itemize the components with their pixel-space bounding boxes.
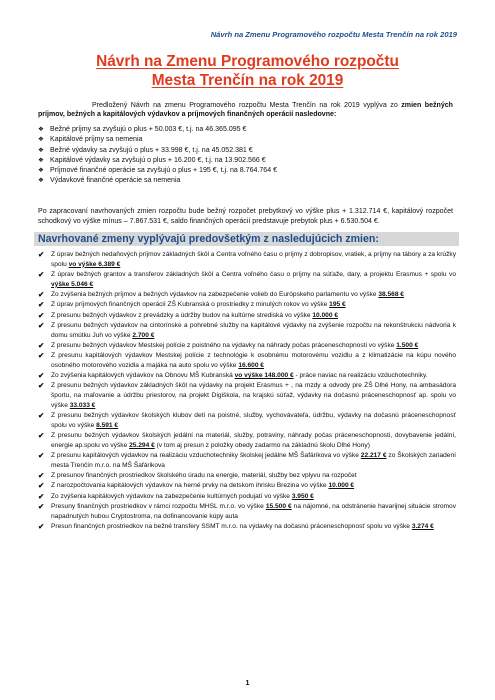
change-amount: výške 5.046 €: [51, 280, 94, 288]
change-amount: 3.950 €: [291, 492, 314, 500]
change-amount: 10.000 €: [312, 311, 338, 319]
change-amount: 1.500 €: [396, 341, 419, 349]
summary-bullet: [38, 166, 453, 176]
checkmark-icon: ✔: [38, 371, 45, 380]
title-line-1: Návrh na Zmenu Programového rozpočtu: [96, 53, 399, 70]
checkmark-icon: ✔: [38, 451, 45, 460]
checkmark-icon: ✔: [38, 431, 45, 440]
change-amount: 33.033 €: [69, 401, 96, 409]
change-text: Z presunu kapitálových výdavkov na realizáciu vzduchotechniky školskej jedálne MŠ Šafárikova vo výške: [51, 452, 361, 459]
changes-list: [38, 250, 456, 532]
summary-bullet: [38, 135, 453, 145]
change-item: [38, 481, 456, 491]
document-title: [0, 52, 495, 90]
checkmark-icon: ✔: [38, 340, 45, 350]
change-amount: 10.000 €: [328, 482, 355, 490]
change-text: Z presunu bežných výdavkov základných škôl na výdavky na projekt Erasmus + , na mzdy a odvody pre ZŠ Dlhé Hony, na ambasádora športu, na maľovanie a údržbu priestorov, na projekt Digiškola, na krajskú súťaž, výdavky na dočasnú práceneschopnosť ap. spolu vo výške: [51, 382, 456, 409]
checkmark-icon: ✔: [38, 471, 45, 480]
bullet-marker-icon: ❖: [38, 177, 44, 185]
checkmark-icon: ✔: [38, 381, 45, 391]
change-item: [38, 351, 456, 371]
bullet-marker-icon: ❖: [38, 146, 44, 154]
change-amount: 195 €: [329, 301, 346, 309]
change-text: Presun finančných prostriedkov na bežné transfery SSMT m.r.o. na výdavky na dočasnú práceneschopnosť spolu vo výške: [51, 522, 412, 530]
summary-bullet-text: Bežné výdavky sa zvyšujú o plus + 33.998 €, t.j. na 45.052.381 €: [50, 146, 253, 154]
bullet-marker-icon: ❖: [38, 167, 44, 175]
change-item: [38, 451, 456, 471]
page-number: 1: [245, 678, 250, 687]
summary-bullet-text: Kapitálové príjmy sa nemenia: [50, 136, 143, 144]
change-text: Z presunu bežných výdavkov z prevádzky a údržby budov na kultúrne strediská vo výške: [51, 311, 313, 319]
summary-bullet: [38, 125, 453, 135]
intro-paragraph: [38, 101, 453, 120]
summary-bullet: [38, 146, 453, 156]
checkmark-icon: ✔: [38, 320, 45, 330]
checkmark-icon: ✔: [38, 491, 45, 501]
change-text-tail: zo Školských zariadení mesta Trenčín m.r.o. na MŠ Šafárikova: [51, 452, 456, 469]
bullet-marker-icon: ❖: [38, 136, 44, 144]
change-item: [38, 270, 456, 290]
checkmark-icon: ✔: [38, 250, 45, 259]
change-text-tail: - práce naviac na realizáciu vzduchotechniky.: [293, 372, 428, 379]
running-header: Návrh na Zmenu Programového rozpočtu Mesta Trenčín na rok 2019: [210, 30, 457, 39]
summary-bullet-text: Príjmové finančné operácie sa zvyšujú o plus + 195 €, t.j. na 8.764.764 €: [50, 167, 278, 175]
change-item: [38, 381, 456, 410]
summary-bullet-text: Kapitálové výdavky sa zvyšujú o plus + 16.200 €, t.j. na 13.902.566 €: [50, 156, 266, 164]
change-text-tail: na nájomné, na odstránenie havarijnej situácie stromov napadnutých hubou Cryptostroma, na dofinancovanie kúpy auta: [51, 502, 457, 520]
change-text: Z presunu bežných výdavkov školských jedální na materiál, služby, potraviny, náhrady počas práceneschopnosti, dovybavenie jedální, energie ap.spolu vo výške: [51, 432, 456, 449]
change-amount: 38.568 €: [378, 291, 404, 298]
bullet-marker-icon: ❖: [38, 156, 44, 164]
change-amount: 3.274 €: [411, 522, 434, 530]
section-heading: Navrhované zmeny vyplývajú predovšetkým z nasledujúcich zmien:: [38, 233, 379, 245]
change-amount: 22.217 €: [360, 452, 387, 459]
change-item: [38, 300, 456, 310]
change-item: [38, 290, 456, 300]
change-text: Zo zvýšenia bežných príjmov a bežných výdavkov na zabezpečenie volieb do Európskeho parlamentu vo výške: [51, 291, 379, 298]
change-text: Z presunu bežných výdavkov školských klubov detí na poistné, služby, vychovávateľa, údržbu, výdavky na dočasnú práceneschopnosť spolu vo výške: [51, 412, 456, 429]
summary-bullet: [38, 156, 453, 166]
change-item: [38, 311, 456, 321]
change-text: Z narozpočtovania kapitálových výdavkov na herné prvky na detskom ihrisku Brezina vo výške: [51, 482, 329, 490]
change-item: [38, 250, 456, 270]
summary-bullet-list: [38, 125, 453, 187]
summary-paragraph: Po zapracovaní navrhovaných zmien rozpočtu bude bežný rozpočet prebytkový vo výške plus + 1.312.714 €, kapitálový rozpočet schodkový vo výške mínus – 7.867.531 €, saldo finančných operácií predstavuje prebytok plus + 6.530.504 €.: [38, 208, 453, 226]
checkmark-icon: ✔: [38, 351, 45, 360]
change-item: [38, 321, 456, 341]
checkmark-icon: ✔: [38, 310, 45, 320]
section-heading-box: [34, 232, 459, 246]
change-amount: 15.500 €: [265, 502, 292, 510]
checkmark-icon: ✔: [38, 300, 45, 310]
change-text: Zo zvýšenia kapitálových výdavkov na zabezpečenie kultúrnych podujatí vo výške: [51, 492, 292, 500]
change-text: Z presunu bežných výdavkov na cintorínske a pohrebné služby na kapitálové výdavky na zvýšenie rozpočtu na rekonštrukciu nádvoria k domu smútku Juh vo výške: [51, 321, 456, 339]
change-text: Z úprav bežných nedaňových príjmov základných škôl a Centra voľného času o príjmy z dobropisov, vratiek, a príjmy na tábory a za krúžky spolu: [51, 251, 456, 268]
change-text: Z presunu kapitálových výdavkov Mestskej polície z technológie k osobnému motorovému vozidlu a z klimatizácie na kúpu nového osobného motorového vozidla a majáka na auto spolu vo výške: [51, 352, 456, 369]
summary-bullet: [38, 176, 453, 186]
summary-bullet-text: Bežné príjmy sa zvyšujú o plus + 50.003 €, t.j. na 46.365.095 €: [50, 126, 247, 133]
bullet-marker-icon: ❖: [38, 126, 44, 133]
change-item: [38, 341, 456, 351]
change-item: [38, 502, 456, 522]
checkmark-icon: ✔: [38, 270, 45, 279]
change-text: Z presunov finančných prostriedkov školského úradu na energie, materiál, služby bez vplyvu na rozpočet: [51, 472, 357, 479]
change-item: [38, 371, 456, 381]
change-item: [38, 431, 456, 451]
change-item: [38, 471, 456, 481]
change-text: Presuny finančných prostriedkov v rámci rozpočtu MHSL m.r.o. vo výške: [51, 502, 266, 510]
change-item: [38, 522, 456, 532]
change-amount: 2.700 €: [132, 331, 155, 339]
change-amount: vo výške 6.389 €: [68, 260, 121, 268]
checkmark-icon: ✔: [38, 481, 45, 491]
summary-bullet-text: Výdavkové finančné operácie sa nemenia: [50, 177, 181, 185]
change-text: Z úprav príjmových finančných operácií ZŠ Kubranská o prostriedky z minulých rokov vo výške: [51, 301, 330, 309]
checkmark-icon: ✔: [38, 521, 45, 531]
change-item: [38, 492, 456, 502]
change-amount: 25.294 €: [129, 441, 155, 449]
change-text: Zo zvýšenia kapitálových výdavkov na Obnovu MŠ Kubranská: [51, 372, 235, 379]
change-amount: vo výške 148.000 €: [234, 372, 294, 379]
change-amount: 8.591 €: [96, 421, 119, 429]
checkmark-icon: ✔: [38, 501, 45, 511]
checkmark-icon: ✔: [38, 290, 45, 299]
intro-text: Predložený Návrh na zmenu Programového rozpočtu Mesta Trenčín na rok 2019 vyplýva zo: [92, 102, 402, 109]
change-item: [38, 411, 456, 431]
change-text: Z presunu bežných výdavkov Mestskej polície z poistného na výdavky na náhrady počas práceneschopnosti vo výške: [51, 341, 397, 349]
change-amount: 16.600 €: [238, 361, 264, 369]
change-text: Z úprav bežných grantov a transferov základných škôl a Centra voľného času o príjmy na súťaže, dary, a projektu Erasmus + spolu vo: [51, 271, 456, 278]
title-line-2: Mesta Trenčín na rok 2019: [151, 72, 344, 89]
change-text-tail: (v tom aj presun z položky obedy zadarmo na základnú školu Dlhé Hony): [154, 441, 370, 449]
checkmark-icon: ✔: [38, 411, 45, 420]
intro-bold-text: zmien bežných príjmov, bežných a kapitálových výdavkov a príjmových finančných operácií nasledovne:: [38, 102, 453, 119]
